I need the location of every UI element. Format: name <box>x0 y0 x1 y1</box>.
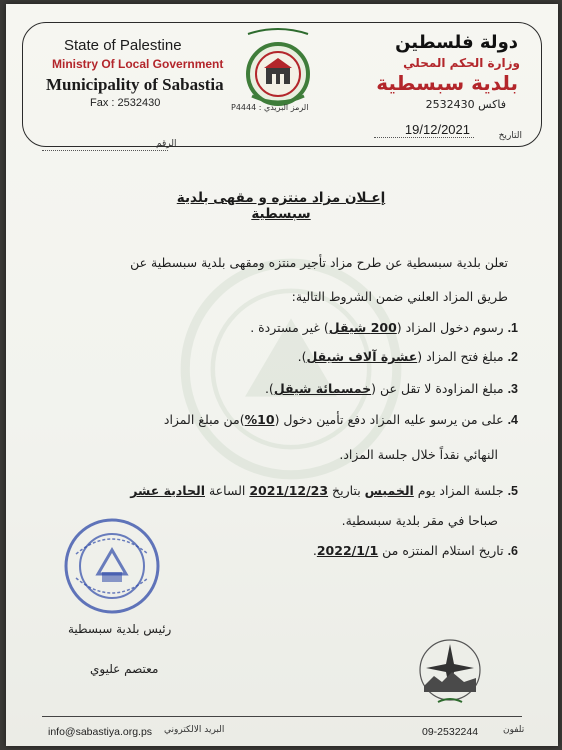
arabic-fax: فاكس 2532430 <box>425 98 506 111</box>
item-highlight: الحادية عشر <box>130 483 205 498</box>
date-dotted-line <box>374 137 474 138</box>
item-number: 2. <box>507 350 518 364</box>
item-number: 1. <box>507 321 518 335</box>
condition-item-4-continued: النهائي نقداً خلال جلسة المزاد. <box>339 447 498 462</box>
item-number: 5. <box>507 484 518 498</box>
condition-item-5 <box>58 483 518 498</box>
item-text: ) غير مستردة . <box>250 320 329 335</box>
item-highlight: 2021/12/23 <box>249 483 329 498</box>
condition-item-1 <box>58 320 518 335</box>
item-text: مبلغ فتح المزاد ( <box>417 349 504 364</box>
reference-dotted-line <box>42 150 168 151</box>
item-text: الساعة <box>205 483 250 498</box>
announcement-title: إعـلان مزاد منتزه و مقهى بلدية سبسطية <box>176 190 386 222</box>
item-text: . <box>312 543 317 558</box>
item-text: رسوم دخول المزاد ( <box>396 320 504 335</box>
town-emblem-logo <box>410 636 490 708</box>
item-text: مبلغ المزاودة لا تقل عن ( <box>371 381 504 396</box>
arabic-state-name: دولة فلسطين <box>395 32 518 53</box>
item-highlight: عشرة آلاف شيقل <box>306 349 418 364</box>
arabic-municipality-name: بلدية سبسطية <box>376 71 518 95</box>
postal-code: الرمز البريدي : P4444 <box>231 103 309 112</box>
item-text: بتاريخ <box>328 483 365 498</box>
english-ministry-name: Ministry Of Local Government <box>52 57 224 71</box>
footer-phone: 09-2532244 <box>422 726 479 738</box>
item-text: على من يرسو عليه المزاد دفع تأمين دخول ( <box>274 412 504 427</box>
intro-line-2: طريق المزاد العلني ضمن الشروط التالية: <box>291 289 508 304</box>
condition-item-2 <box>58 349 518 364</box>
english-state-name: State of Palestine <box>64 37 182 54</box>
item-number: 6. <box>507 544 518 558</box>
footer-phone-label: تلفون <box>503 725 525 735</box>
arabic-ministry-name: وزارة الحكم المحلي <box>403 56 520 70</box>
english-municipality-name: Municipality of Sabastia <box>46 75 224 94</box>
item-text: جلسة المزاد يوم <box>413 483 504 498</box>
item-highlight: 2022/1/1 <box>316 543 379 558</box>
letter-page <box>6 4 558 746</box>
condition-item-5-continued: صباحا في مقر بلدية سبسطية. <box>341 513 498 528</box>
official-stamp <box>62 516 162 616</box>
item-number: 3. <box>507 382 518 396</box>
english-fax: Fax : 2532430 <box>90 97 161 109</box>
signatory-title: رئيس بلدية سبسطية <box>68 622 172 636</box>
item-highlight: 200 شيقل <box>328 320 397 335</box>
reference-number-label: الرقم <box>156 139 177 149</box>
item-highlight: 10% <box>244 412 275 427</box>
footer-divider <box>42 716 522 717</box>
condition-item-4 <box>58 412 518 427</box>
condition-item-3 <box>58 381 518 396</box>
item-highlight: خمسمائة شيقل <box>273 381 372 396</box>
letter-date: 19/12/2021 <box>404 122 470 137</box>
date-label: التاريخ <box>498 131 522 141</box>
item-number: 4. <box>507 413 518 427</box>
intro-line-1: تعلن بلدية سبسطية عن طرح مزاد تأجير منتزه ومقهى بلدية سبسطية عن <box>130 255 508 270</box>
item-text: )من مبلغ المزاد <box>163 412 245 427</box>
footer-email-label: البريد الالكتروني <box>164 725 225 735</box>
item-text: ). <box>264 381 274 396</box>
item-text: ). <box>297 349 307 364</box>
footer-email: info@sabastiya.org.ps <box>48 726 153 738</box>
municipality-crest-logo <box>228 26 328 114</box>
item-text: تاريخ استلام المنتزه من <box>378 543 504 558</box>
item-highlight: الخميس <box>364 483 414 498</box>
signatory-name: معتصم عليوي <box>90 662 159 676</box>
